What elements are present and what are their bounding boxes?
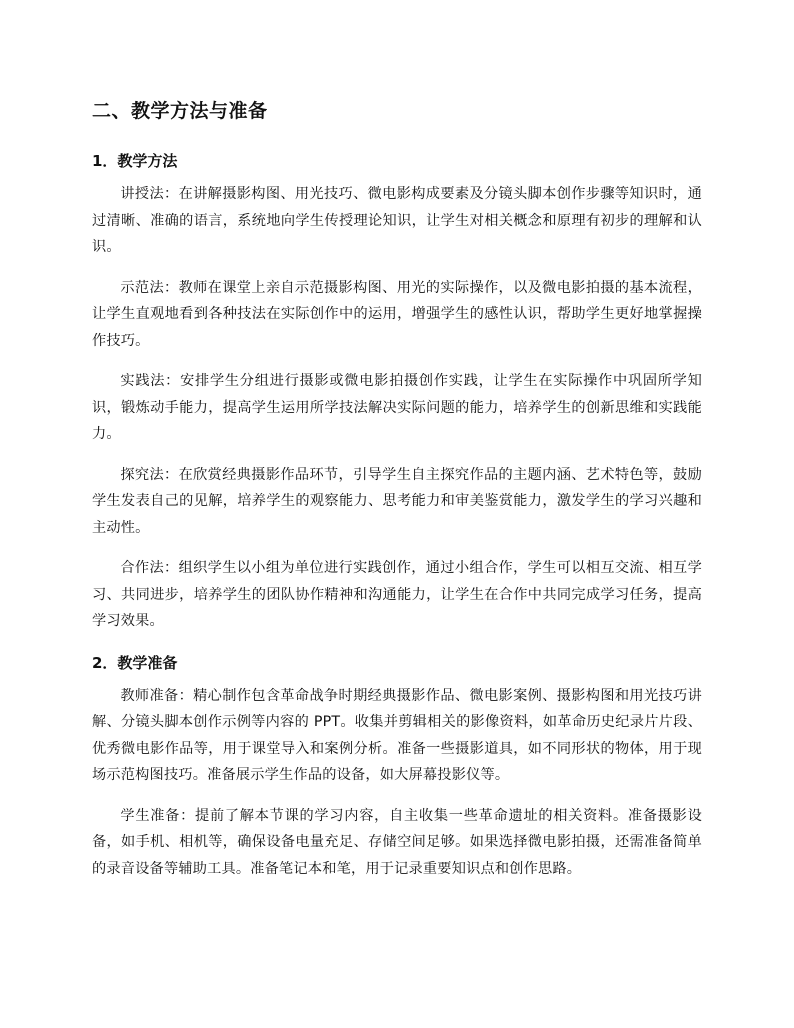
paragraph-practice-method: 实践法：安排学生分组进行摄影或微电影拍摄创作实践，让学生在实际操作中巩固所学知识，锻炼动手能力，提高学生运用所学技法解决实际问题的能力，培养学生的创新思维和实践能力。 xyxy=(92,373,702,442)
paragraph-lecture-method: 讲授法：在讲解摄影构图、用光技巧、微电影构成要素及分镜头脚本创作步骤等知识时，通过清晰、准确的语言，系统地向学生传授理论知识，让学生对相关概念和原理有初步的理解和认识。 xyxy=(92,186,702,255)
paragraph-student-preparation: 学生准备：提前了解本节课的学习内容，自主收集一些革命遗址的相关资料。准备摄影设备，如手机、相机等，确保设备电量充足、存储空间足够。如果选择微电影拍摄，还需准备简单的录音设备等辅助工具。准备笔记本和笔，用于记录重要知识点和创作思路。 xyxy=(92,807,702,877)
paragraph-demonstration-method: 示范法：教师在课堂上亲自示范摄影构图、用光的实际操作，以及微电影拍摄的基本流程，让学生直观地看到各种技法在实际创作中的运用，增强学生的感性认识，帮助学生更好地掌握操作技巧。 xyxy=(92,279,702,349)
paragraph-inquiry-method: 探究法：在欣赏经典摄影作品环节，引导学生自主探究作品的主题内涵、艺术特色等，鼓励学生发表自己的见解，培养学生的观察能力、思考能力和审美鉴赏能力，激发学生的学习兴趣和主动性。 xyxy=(92,466,702,536)
section-title: 二、教学方法与准备 xyxy=(92,100,268,122)
paragraph-cooperation-method: 合作法：组织学生以小组为单位进行实践创作，通过小组合作，学生可以相互交流、相互学习、共同进步，培养学生的团队协作精神和沟通能力，让学生在合作中共同完成学习任务，提高学习效果。 xyxy=(92,560,702,629)
methods-heading: 1．教学方法 xyxy=(92,152,178,170)
preparation-heading: 2．教学准备 xyxy=(92,653,178,672)
paragraph-teacher-preparation: 教师准备：精心制作包含革命战争时期经典摄影作品、微电影案例、摄影构图和用光技巧讲解、分镜头脚本创作示例等内容的 PPT。收集并剪辑相关的影像资料，如革命历史纪录片片段、优秀微电影作品等，用于课堂导入和案例分析。准备一些摄影道具，如不同形状的物体，用于现场示范构图技巧。准备展示学生作品的设备，如大屏幕投影仪等。 xyxy=(92,687,702,783)
